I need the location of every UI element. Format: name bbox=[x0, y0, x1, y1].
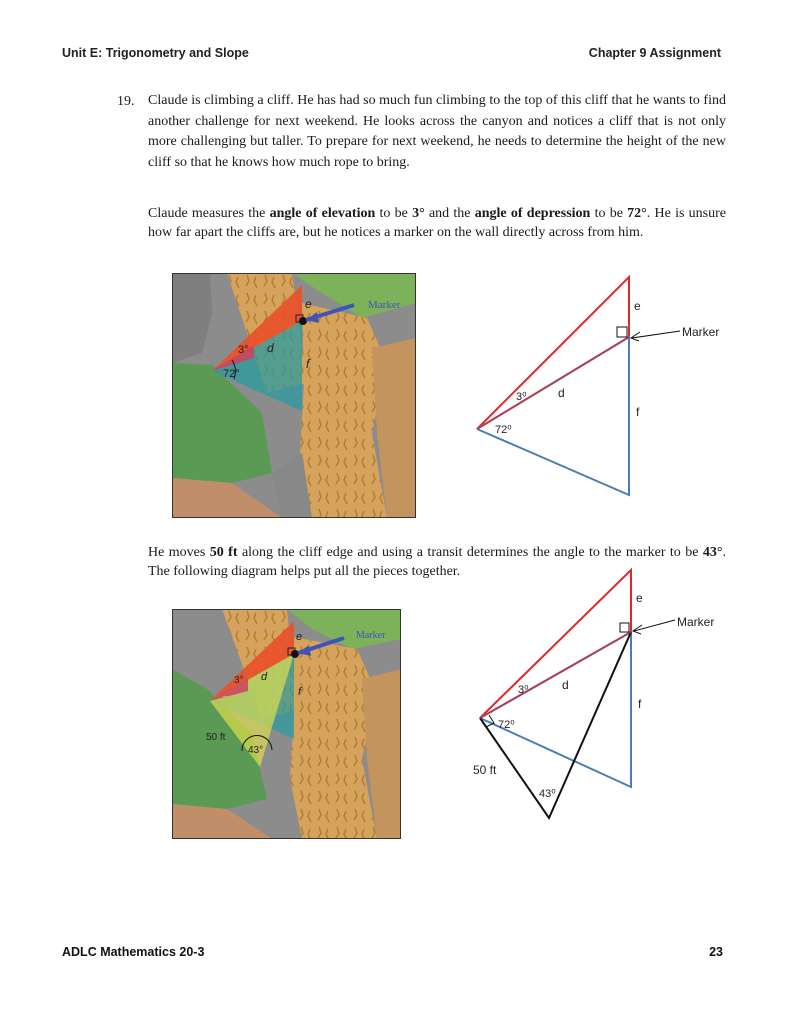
marker-label: Marker bbox=[368, 299, 401, 311]
label-e: e bbox=[305, 297, 312, 311]
sketch-label-elevation: 3⁰ bbox=[516, 391, 527, 403]
page-number: 23 bbox=[709, 945, 723, 959]
sketch-label-f: f bbox=[636, 405, 640, 419]
question-number: 19. bbox=[117, 94, 135, 109]
course-name: ADLC Mathematics 20-3 bbox=[62, 945, 205, 959]
triangle-sketch-1 bbox=[470, 270, 740, 505]
label-d-2: d bbox=[261, 671, 268, 683]
marker-label-2: Marker bbox=[356, 630, 386, 641]
sketch-label-depression-2: 72⁰ bbox=[498, 719, 515, 731]
depression-value: 72° bbox=[627, 206, 647, 221]
cliff-photo-2 bbox=[172, 609, 401, 839]
sketch-label-e: e bbox=[634, 299, 641, 313]
sketch-marker-label: Marker bbox=[682, 325, 720, 339]
sketch-label-f-2: f bbox=[638, 697, 642, 711]
label-elevation: 3° bbox=[238, 344, 249, 356]
label-depression-2: 72° bbox=[222, 695, 238, 706]
label-transit-angle-2: 43° bbox=[248, 745, 264, 756]
angle-of-depression-term: angle of depression bbox=[474, 206, 591, 221]
angle-of-elevation-term: angle of elevation bbox=[269, 206, 376, 221]
elevation-value: 3° bbox=[412, 206, 425, 221]
distance-value: 50 ft bbox=[209, 545, 238, 560]
moves-paragraph: He moves 50 ft along the cliff edge and using a transit determines the angle to the marker to be 43°. The following diagram helps put all the pieces together. bbox=[148, 545, 726, 579]
label-f-2: f bbox=[298, 686, 302, 698]
cliff-photo-1 bbox=[172, 273, 416, 518]
sketch-label-e-2: e bbox=[636, 591, 643, 605]
label-distance-2: 50 ft bbox=[206, 732, 226, 743]
unit-title: Unit E: Trigonometry and Slope bbox=[62, 46, 249, 60]
label-elevation-2: 3° bbox=[234, 675, 244, 686]
label-f: f bbox=[306, 357, 310, 371]
label-e-2: e bbox=[296, 631, 303, 643]
question-intro: Claude is climbing a cliff. He has had so much fun climbing to the top of this cliff that he wants to find another challenge for next weekend. He looks across the canyon and notices a cliff that is not only more challenging but taller. To prepare for next weekend, he needs to determine the height of the new cliff so that he knows how much rope to bring. bbox=[148, 93, 726, 170]
sketch-label-depression: 72⁰ bbox=[495, 424, 512, 436]
sketch-label-transit-angle-2: 43⁰ bbox=[539, 788, 556, 800]
sketch-marker-label-2: Marker bbox=[677, 615, 715, 629]
sketch-label-elevation-2: 3⁰ bbox=[518, 684, 529, 696]
triangle-sketch-2 bbox=[470, 565, 740, 825]
sketch-label-distance-2: 50 ft bbox=[473, 763, 497, 777]
sketch-label-d: d bbox=[558, 386, 565, 400]
measurement-paragraph: Claude measures the angle of elevation to be 3° and the angle of depression to be 72°. He is unsure how far apart the cliffs are, but he notices a marker on the wall directly across from him. bbox=[148, 206, 726, 240]
chapter-title: Chapter 9 Assignment bbox=[588, 46, 721, 60]
transit-angle-value: 43° bbox=[702, 545, 723, 560]
sketch-label-d-2: d bbox=[562, 678, 569, 692]
label-d: d bbox=[267, 341, 274, 355]
label-depression: 72° bbox=[223, 368, 240, 380]
